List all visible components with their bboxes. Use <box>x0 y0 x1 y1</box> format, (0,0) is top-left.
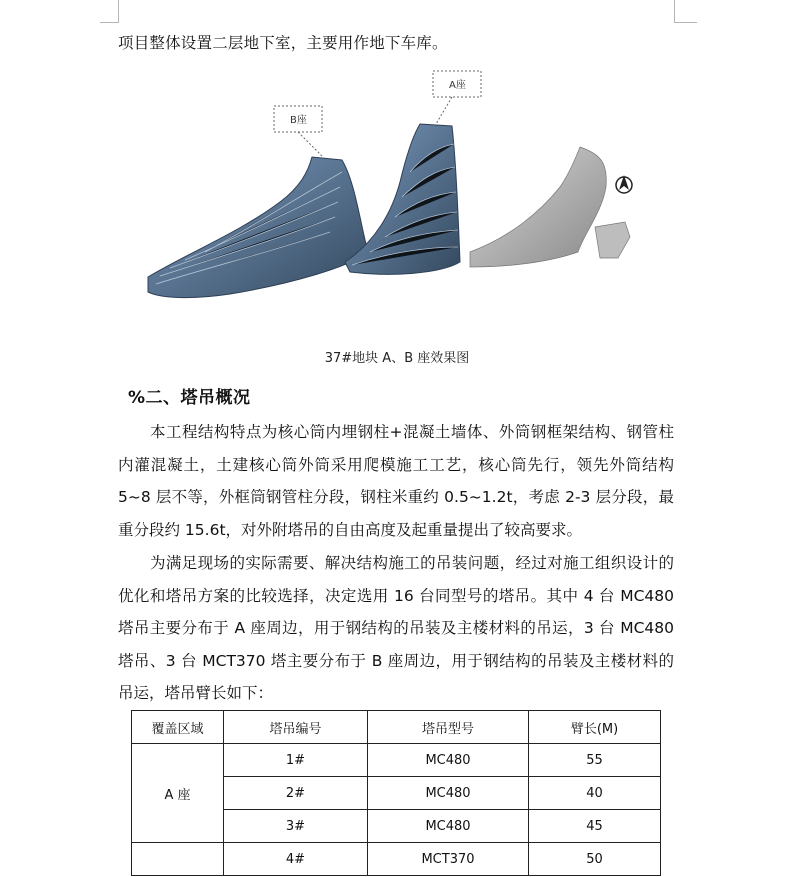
site-plan-shape <box>470 147 630 267</box>
callout-b-label: B座 <box>290 115 307 126</box>
figure-caption: 37#地块 A、B 座效果图 <box>324 351 470 366</box>
building-rendering <box>130 62 650 332</box>
section-heading: %二、塔吊概况 <box>128 388 251 408</box>
group-a-cell: A 座 <box>132 744 224 843</box>
building-rendering-figure <box>130 62 650 332</box>
callout-a-label: A座 <box>449 80 466 91</box>
paragraph-2: 为满足现场的实际需要、解决结构施工的吊装问题，经过对施工组织设计的优化和塔吊方案的比较选择，决定选用 16 台同型号的塔吊。其中 4 台 MC480 塔吊主要分布于 A 座周边，用于钢结构的吊装及主楼材料的吊运，3 台 MC480 塔吊、3 台 MCT370 塔主要分布于 B 座周边，用于钢结构的吊装及主楼材料的吊运，塔吊臂长如下： <box>118 554 674 702</box>
crane-table <box>131 710 661 876</box>
crane-model-cell: MCT370 <box>368 843 529 876</box>
callout-a <box>433 71 481 124</box>
header-coverage-area: 覆盖区域 <box>132 711 224 744</box>
paragraph-1: 本工程结构特点为核心筒内埋钢柱+混凝土墙体、外筒钢框架结构、钢管柱内灌混凝土，土建核心筒外筒采用爬模施工工艺，核心筒先行，领先外筒结构5~8 层不等，外框筒钢管柱分段，钢柱米重约 0.5~1.2t，考虑 2-3 层分段，最重分段约 15.6t，对外附塔吊的自由高度及起重量提出了较高要求。 <box>118 423 674 539</box>
crop-mark-top-right <box>674 0 697 23</box>
intro-line: 项目整体设置二层地下室，主要用作地下车库。 <box>118 34 448 52</box>
crane-id-cell: 1# <box>224 744 368 777</box>
header-crane-model: 塔吊型号 <box>368 711 529 744</box>
header-crane-id: 塔吊编号 <box>224 711 368 744</box>
crane-id-cell: 4# <box>224 843 368 876</box>
arm-length-cell: 50 <box>529 843 661 876</box>
table-row <box>132 843 661 876</box>
group-b-cell <box>132 843 224 876</box>
crane-model-cell: MC480 <box>368 777 529 810</box>
arm-length-cell: 55 <box>529 744 661 777</box>
table-header-row <box>132 711 661 744</box>
crane-model-cell: MC480 <box>368 810 529 843</box>
crane-id-cell: 2# <box>224 777 368 810</box>
north-arrow-icon <box>616 175 632 193</box>
table-row <box>132 744 661 777</box>
header-arm-length: 臂长(M) <box>529 711 661 744</box>
callout-b <box>274 106 323 157</box>
crane-model-cell: MC480 <box>368 744 529 777</box>
arm-length-cell: 45 <box>529 810 661 843</box>
crop-mark-top-left <box>100 0 119 23</box>
tower-b-shape <box>148 157 368 298</box>
crane-id-cell: 3# <box>224 810 368 843</box>
arm-length-cell: 40 <box>529 777 661 810</box>
tower-a-shape <box>345 124 460 274</box>
